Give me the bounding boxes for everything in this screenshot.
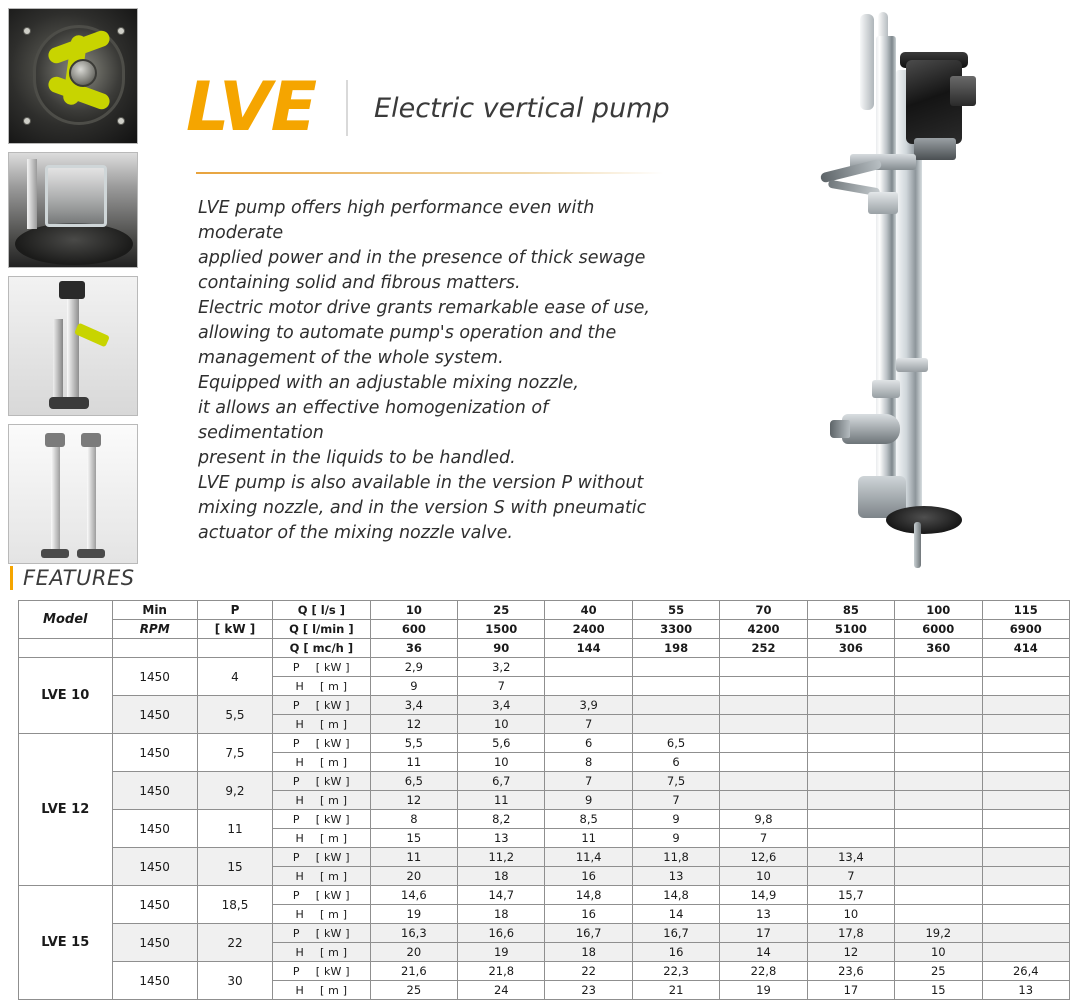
value-cell-h: 24 xyxy=(458,981,545,1000)
value-cell-h: 9 xyxy=(370,677,457,696)
header-q-mch-value: 360 xyxy=(895,639,982,658)
header-q-ls-value: 10 xyxy=(370,601,457,620)
value-cell-p xyxy=(895,734,982,753)
header-q-lmin-value: 4200 xyxy=(720,620,807,639)
page-title: LVE xyxy=(186,68,317,147)
thumbnail-strip xyxy=(8,8,138,572)
value-cell-p: 5,6 xyxy=(458,734,545,753)
value-cell-p xyxy=(895,886,982,905)
value-cell-h: 12 xyxy=(370,715,457,734)
row-label-h: H [ m ] xyxy=(273,791,371,810)
value-cell-h xyxy=(895,905,982,924)
value-cell-h: 23 xyxy=(545,981,632,1000)
thumbnail-pump-with-nozzle xyxy=(8,276,138,416)
motor-graphic xyxy=(59,281,85,299)
value-cell-h xyxy=(895,829,982,848)
table-row xyxy=(19,886,1070,905)
value-cell-p xyxy=(982,658,1070,677)
value-cell-h: 16 xyxy=(632,943,719,962)
value-cell-h xyxy=(632,715,719,734)
motor-graphic xyxy=(81,433,101,447)
pump-column-graphic xyxy=(87,439,96,551)
value-cell-p xyxy=(807,658,894,677)
header-rpm: RPM xyxy=(112,620,197,639)
value-cell-p xyxy=(982,810,1070,829)
value-cell-h xyxy=(982,867,1070,886)
value-cell-h xyxy=(982,715,1070,734)
description-line: LVE pump offers high performance even with moderate xyxy=(198,198,595,243)
value-cell-p: 3,2 xyxy=(458,658,545,677)
value-cell-p: 6,5 xyxy=(370,772,457,791)
header-min: Min xyxy=(112,601,197,620)
header-q-ls-value: 40 xyxy=(545,601,632,620)
rpm-cell: 1450 xyxy=(112,886,197,924)
value-cell-h: 10 xyxy=(895,943,982,962)
header-q-ls-value: 100 xyxy=(895,601,982,620)
nozzle-tip-graphic xyxy=(830,420,850,438)
value-cell-h xyxy=(982,943,1070,962)
model-cell: LVE 10 xyxy=(19,658,113,734)
value-cell-h: 7 xyxy=(458,677,545,696)
pump-foot-graphic xyxy=(49,397,89,409)
rpm-cell: 1450 xyxy=(112,810,197,848)
value-cell-p: 7,5 xyxy=(632,772,719,791)
power-cell: 18,5 xyxy=(197,886,272,924)
collar-graphic xyxy=(872,380,900,398)
value-cell-p: 16,3 xyxy=(370,924,457,943)
value-cell-h: 19 xyxy=(370,905,457,924)
value-cell-p xyxy=(982,734,1070,753)
title-divider xyxy=(346,80,348,136)
table-row xyxy=(19,848,1070,867)
value-cell-p: 6,7 xyxy=(458,772,545,791)
value-cell-h xyxy=(545,677,632,696)
value-cell-p xyxy=(895,658,982,677)
specification-table xyxy=(18,600,1070,1000)
value-cell-h xyxy=(982,905,1070,924)
header-q-lmin-value: 6000 xyxy=(895,620,982,639)
value-cell-p: 9 xyxy=(632,810,719,829)
value-cell-h: 18 xyxy=(458,905,545,924)
power-cell: 4 xyxy=(197,658,272,696)
row-label-p: P [ kW ] xyxy=(273,658,371,677)
rpm-cell: 1450 xyxy=(112,848,197,886)
rpm-cell: 1450 xyxy=(112,962,197,1000)
power-cell: 15 xyxy=(197,848,272,886)
motor-graphic xyxy=(45,433,65,447)
row-label-p: P [ kW ] xyxy=(273,924,371,943)
value-cell-p: 14,8 xyxy=(545,886,632,905)
collar-graphic xyxy=(896,358,928,372)
value-cell-h: 9 xyxy=(545,791,632,810)
value-cell-h: 10 xyxy=(720,867,807,886)
value-cell-h xyxy=(807,791,894,810)
value-cell-h xyxy=(982,829,1070,848)
row-label-h: H [ m ] xyxy=(273,943,371,962)
features-label: FEATURES xyxy=(23,566,135,590)
table-row xyxy=(19,962,1070,981)
value-cell-p: 6,5 xyxy=(632,734,719,753)
value-cell-p: 23,6 xyxy=(807,962,894,981)
header-q-lmin-value: 5100 xyxy=(807,620,894,639)
value-cell-h: 19 xyxy=(720,981,807,1000)
header-spacer xyxy=(19,639,113,658)
value-cell-p xyxy=(895,772,982,791)
pump-base-graphic xyxy=(15,223,133,265)
pump-column-graphic xyxy=(51,439,60,551)
value-cell-h xyxy=(720,753,807,772)
header-p: P xyxy=(197,601,272,620)
value-cell-p: 26,4 xyxy=(982,962,1070,981)
value-cell-h: 25 xyxy=(370,981,457,1000)
description-line: allowing to automate pump's operation and the xyxy=(198,323,617,343)
pump-foot-graphic xyxy=(41,549,69,558)
value-cell-h: 13 xyxy=(720,905,807,924)
header-q-mch-value: 144 xyxy=(545,639,632,658)
header-q-ls: Q [ l/s ] xyxy=(273,601,371,620)
pump-column-graphic xyxy=(53,319,63,399)
value-cell-p: 21,8 xyxy=(458,962,545,981)
description-line: actuator of the mixing nozzle valve. xyxy=(198,523,513,543)
header-q-ls-value: 25 xyxy=(458,601,545,620)
header-q-lmin-value: 2400 xyxy=(545,620,632,639)
value-cell-h: 13 xyxy=(982,981,1070,1000)
header-q-ls-value: 85 xyxy=(807,601,894,620)
value-cell-h: 11 xyxy=(458,791,545,810)
value-cell-h xyxy=(807,829,894,848)
value-cell-h xyxy=(982,677,1070,696)
header-q-ls-value: 70 xyxy=(720,601,807,620)
header-q-mch-value: 414 xyxy=(982,639,1070,658)
value-cell-p xyxy=(895,696,982,715)
value-cell-p xyxy=(895,810,982,829)
row-label-h: H [ m ] xyxy=(273,867,371,886)
row-label-h: H [ m ] xyxy=(273,677,371,696)
value-cell-p: 11,4 xyxy=(545,848,632,867)
product-photo xyxy=(700,6,1080,572)
impeller-base-graphic xyxy=(886,506,962,534)
header-q-lmin-value: 6900 xyxy=(982,620,1070,639)
table-row xyxy=(19,924,1070,943)
value-cell-p xyxy=(807,810,894,829)
row-label-p: P [ kW ] xyxy=(273,886,371,905)
value-cell-p xyxy=(982,696,1070,715)
description-line: management of the whole system. xyxy=(198,348,504,368)
value-cell-p: 3,4 xyxy=(370,696,457,715)
thumbnail-impeller-closeup xyxy=(8,8,138,144)
header-model: Model xyxy=(19,601,113,639)
value-cell-h: 12 xyxy=(370,791,457,810)
header-q-lmin: Q [ l/min ] xyxy=(273,620,371,639)
mixing-nozzle-graphic xyxy=(74,323,110,348)
header-q-ls-value: 55 xyxy=(632,601,719,620)
power-cell: 30 xyxy=(197,962,272,1000)
accent-bar xyxy=(10,566,13,590)
value-cell-p: 25 xyxy=(895,962,982,981)
value-cell-h: 12 xyxy=(807,943,894,962)
header-q-mch-value: 306 xyxy=(807,639,894,658)
row-label-p: P [ kW ] xyxy=(273,962,371,981)
row-label-h: H [ m ] xyxy=(273,715,371,734)
row-label-p: P [ kW ] xyxy=(273,696,371,715)
rpm-cell: 1450 xyxy=(112,696,197,734)
value-cell-p: 16,7 xyxy=(632,924,719,943)
value-cell-p: 19,2 xyxy=(895,924,982,943)
value-cell-p: 3,9 xyxy=(545,696,632,715)
row-label-p: P [ kW ] xyxy=(273,810,371,829)
value-cell-p xyxy=(720,772,807,791)
power-cell: 9,2 xyxy=(197,772,272,810)
row-label-p: P [ kW ] xyxy=(273,734,371,753)
header-q-mch-value: 90 xyxy=(458,639,545,658)
value-cell-p: 21,6 xyxy=(370,962,457,981)
description-line: containing solid and fibrous matters. xyxy=(198,273,521,293)
value-cell-h: 13 xyxy=(632,867,719,886)
table-row xyxy=(19,810,1070,829)
value-cell-h: 20 xyxy=(370,943,457,962)
screw-icon xyxy=(117,27,125,35)
value-cell-p: 22 xyxy=(545,962,632,981)
header-q-mch-value: 36 xyxy=(370,639,457,658)
rpm-cell: 1450 xyxy=(112,772,197,810)
value-cell-h: 17 xyxy=(807,981,894,1000)
value-cell-h: 8 xyxy=(545,753,632,772)
product-subtitle: Electric vertical pump xyxy=(374,92,670,124)
value-cell-p: 14,9 xyxy=(720,886,807,905)
header-q-lmin-value: 3300 xyxy=(632,620,719,639)
value-cell-p: 3,4 xyxy=(458,696,545,715)
value-cell-p xyxy=(982,886,1070,905)
value-cell-p: 12,6 xyxy=(720,848,807,867)
value-cell-h: 10 xyxy=(458,715,545,734)
product-description xyxy=(198,196,668,546)
product-title-row xyxy=(186,68,670,147)
value-cell-h: 13 xyxy=(458,829,545,848)
value-cell-h: 16 xyxy=(545,867,632,886)
value-cell-p xyxy=(982,924,1070,943)
value-cell-h xyxy=(720,677,807,696)
value-cell-p: 8,5 xyxy=(545,810,632,829)
value-cell-h xyxy=(982,753,1070,772)
header-p-unit: [ kW ] xyxy=(197,620,272,639)
value-cell-h xyxy=(807,715,894,734)
value-cell-h: 9 xyxy=(632,829,719,848)
description-line: mixing nozzle, and in the version S with pneumatic xyxy=(198,498,647,518)
value-cell-p: 22,8 xyxy=(720,962,807,981)
rpm-cell: 1450 xyxy=(112,734,197,772)
discharge-tube-graphic xyxy=(860,14,874,110)
value-cell-p xyxy=(807,696,894,715)
value-cell-p xyxy=(545,658,632,677)
value-cell-h: 7 xyxy=(545,715,632,734)
value-cell-h: 7 xyxy=(632,791,719,810)
value-cell-p: 9,8 xyxy=(720,810,807,829)
value-cell-h xyxy=(807,677,894,696)
mixing-nozzle-graphic xyxy=(842,414,900,444)
power-cell: 5,5 xyxy=(197,696,272,734)
features-heading xyxy=(10,566,135,590)
value-cell-h: 21 xyxy=(632,981,719,1000)
value-cell-p xyxy=(807,734,894,753)
value-cell-h xyxy=(895,753,982,772)
value-cell-p xyxy=(982,848,1070,867)
value-cell-p xyxy=(720,734,807,753)
power-cell: 22 xyxy=(197,924,272,962)
value-cell-p: 17,8 xyxy=(807,924,894,943)
value-cell-p: 2,9 xyxy=(370,658,457,677)
value-cell-p xyxy=(720,658,807,677)
model-cell: LVE 15 xyxy=(19,886,113,1000)
value-cell-p: 11,8 xyxy=(632,848,719,867)
value-cell-h: 6 xyxy=(632,753,719,772)
value-cell-p: 14,7 xyxy=(458,886,545,905)
value-cell-p: 6 xyxy=(545,734,632,753)
value-cell-h: 20 xyxy=(370,867,457,886)
collar-graphic xyxy=(868,192,898,214)
value-cell-p: 11 xyxy=(370,848,457,867)
value-cell-h xyxy=(895,677,982,696)
rpm-cell: 1450 xyxy=(112,658,197,696)
power-cell: 11 xyxy=(197,810,272,848)
table-row xyxy=(19,658,1070,677)
value-cell-p: 8,2 xyxy=(458,810,545,829)
row-label-h: H [ m ] xyxy=(273,829,371,848)
value-cell-h: 14 xyxy=(720,943,807,962)
description-line: present in the liquids to be handled. xyxy=(198,448,516,468)
description-line: Electric motor drive grants remarkable ease of use, xyxy=(198,298,650,318)
table-row xyxy=(19,696,1070,715)
thumbnail-pump-pair xyxy=(8,424,138,564)
value-cell-p xyxy=(895,848,982,867)
value-cell-p xyxy=(632,696,719,715)
value-cell-h: 15 xyxy=(895,981,982,1000)
value-cell-h xyxy=(720,791,807,810)
header-spacer xyxy=(112,639,197,658)
model-cell: LVE 12 xyxy=(19,734,113,886)
title-underline xyxy=(196,172,664,174)
value-cell-h xyxy=(720,715,807,734)
value-cell-h: 18 xyxy=(545,943,632,962)
row-label-p: P [ kW ] xyxy=(273,848,371,867)
value-cell-p xyxy=(632,658,719,677)
value-cell-p: 11,2 xyxy=(458,848,545,867)
value-cell-h: 19 xyxy=(458,943,545,962)
value-cell-p xyxy=(807,772,894,791)
value-cell-h: 11 xyxy=(370,753,457,772)
value-cell-h: 14 xyxy=(632,905,719,924)
value-cell-h xyxy=(807,753,894,772)
description-line: it allows an effective homogenization of sedimentation xyxy=(198,398,549,443)
value-cell-h xyxy=(895,867,982,886)
value-cell-h: 18 xyxy=(458,867,545,886)
header-q-mch-value: 252 xyxy=(720,639,807,658)
value-cell-h xyxy=(895,715,982,734)
table-row xyxy=(19,772,1070,791)
thumbnail-sight-glass-closeup xyxy=(8,152,138,268)
header-q-mch-value: 198 xyxy=(632,639,719,658)
value-cell-h xyxy=(982,791,1070,810)
screw-icon xyxy=(23,117,31,125)
description-line: LVE pump is also available in the version P without xyxy=(198,473,644,493)
terminal-box-graphic xyxy=(950,76,976,106)
value-cell-p: 8 xyxy=(370,810,457,829)
power-cell: 7,5 xyxy=(197,734,272,772)
value-cell-p: 16,6 xyxy=(458,924,545,943)
impeller-hub-graphic xyxy=(69,59,97,87)
value-cell-p: 14,6 xyxy=(370,886,457,905)
header-q-mch: Q [ mc/h ] xyxy=(273,639,371,658)
description-line: applied power and in the presence of thick sewage xyxy=(198,248,646,268)
value-cell-p xyxy=(720,696,807,715)
value-cell-p: 22,3 xyxy=(632,962,719,981)
value-cell-p: 5,5 xyxy=(370,734,457,753)
value-cell-h xyxy=(895,791,982,810)
header-q-lmin-value: 600 xyxy=(370,620,457,639)
value-cell-p: 7 xyxy=(545,772,632,791)
pump-foot-graphic xyxy=(77,549,105,558)
value-cell-p: 14,8 xyxy=(632,886,719,905)
screw-icon xyxy=(23,27,31,35)
value-cell-h: 15 xyxy=(370,829,457,848)
sight-glass-graphic xyxy=(45,165,107,227)
header-q-lmin-value: 1500 xyxy=(458,620,545,639)
value-cell-p xyxy=(982,772,1070,791)
value-cell-p: 17 xyxy=(720,924,807,943)
riser-tube-graphic xyxy=(27,159,37,229)
mixing-rod-graphic xyxy=(914,522,921,568)
description-line: Equipped with an adjustable mixing nozzle, xyxy=(198,373,579,393)
rpm-cell: 1450 xyxy=(112,924,197,962)
value-cell-h: 7 xyxy=(807,867,894,886)
header-spacer xyxy=(197,639,272,658)
value-cell-p: 15,7 xyxy=(807,886,894,905)
value-cell-p: 16,7 xyxy=(545,924,632,943)
value-cell-h: 10 xyxy=(807,905,894,924)
value-cell-h: 10 xyxy=(458,753,545,772)
screw-icon xyxy=(117,117,125,125)
value-cell-h: 11 xyxy=(545,829,632,848)
pump-column-graphic xyxy=(67,285,79,405)
row-label-p: P [ kW ] xyxy=(273,772,371,791)
value-cell-p: 13,4 xyxy=(807,848,894,867)
table-row xyxy=(19,734,1070,753)
row-label-h: H [ m ] xyxy=(273,981,371,1000)
row-label-h: H [ m ] xyxy=(273,753,371,772)
specification-table-wrap xyxy=(18,600,1070,1000)
header-q-ls-value: 115 xyxy=(982,601,1070,620)
row-label-h: H [ m ] xyxy=(273,905,371,924)
value-cell-h: 7 xyxy=(720,829,807,848)
motor-fan-graphic xyxy=(914,138,956,160)
value-cell-h: 16 xyxy=(545,905,632,924)
pump-column-graphic xyxy=(876,36,896,516)
value-cell-h xyxy=(632,677,719,696)
